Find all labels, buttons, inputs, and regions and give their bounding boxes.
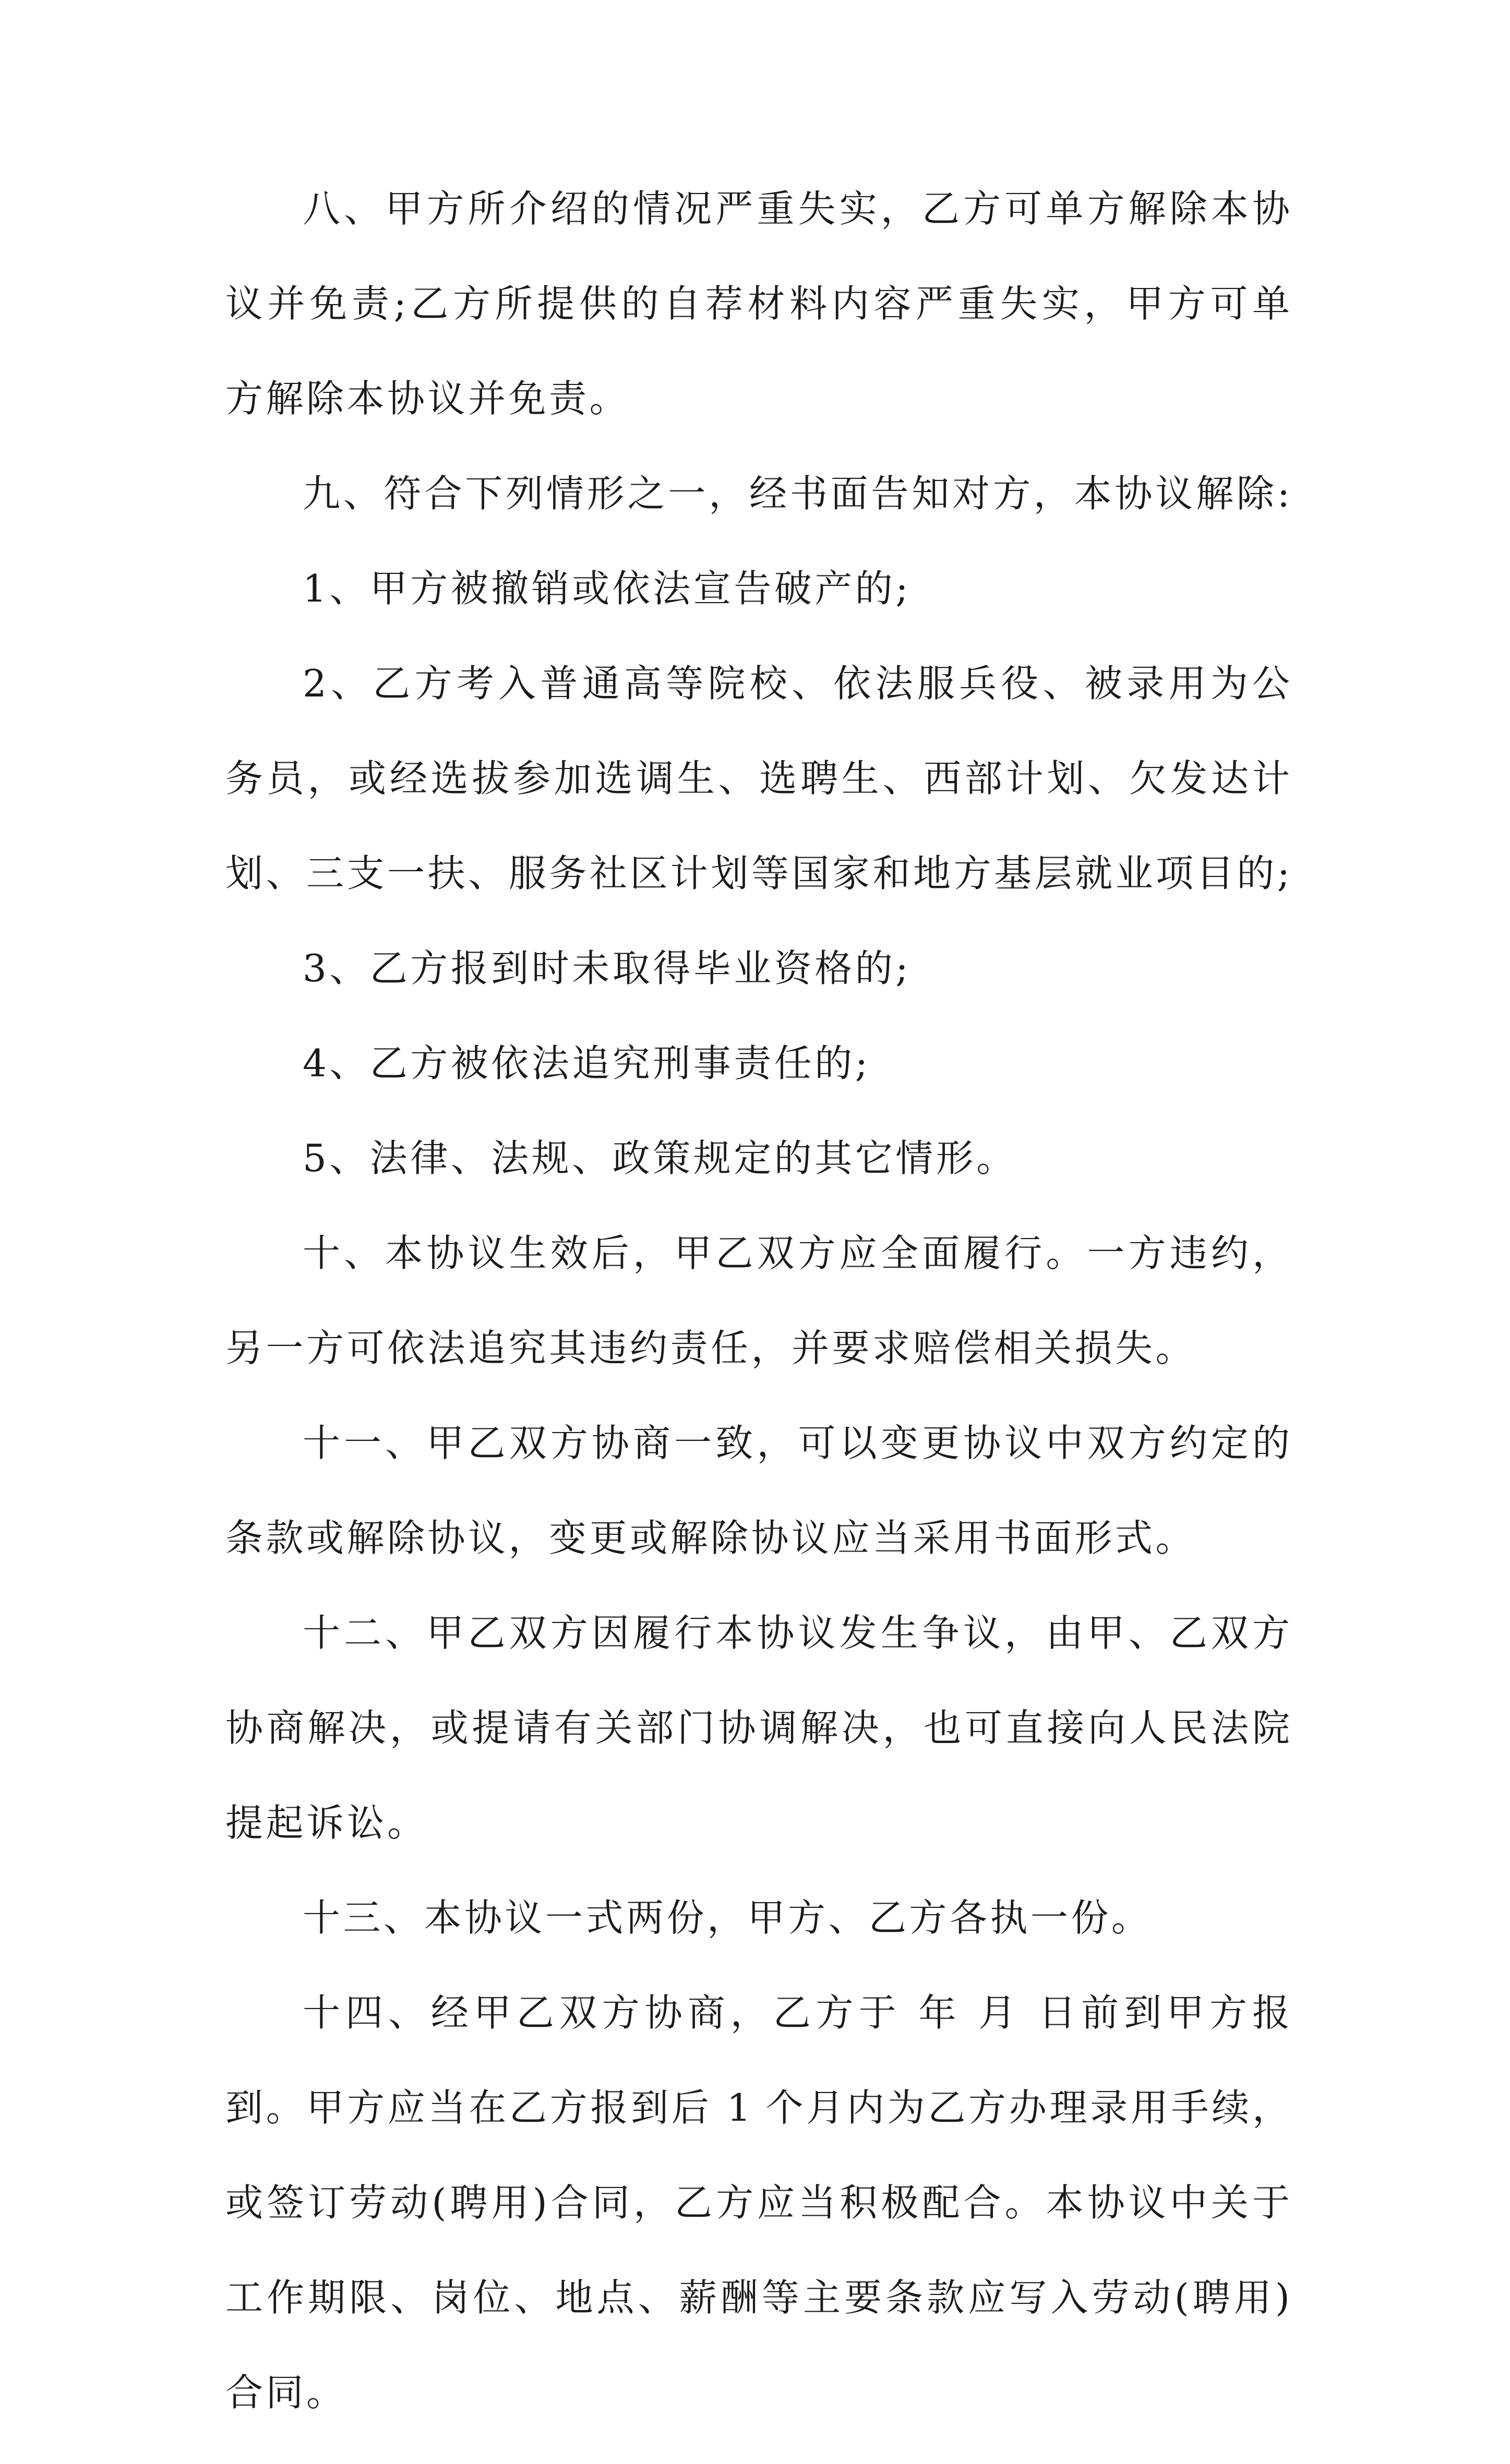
text-line: 条款或解除协议，变更或解除协议应当采用书面形式。 [225, 1516, 1196, 1560]
text-line: 划、三支一扶、服务社区计划等国家和地方基层就业项目的; [225, 851, 1290, 895]
text-line: 到。甲方应当在乙方报到后 1 个月内为乙方办理录用手续， [225, 2086, 1290, 2130]
text-line: 或签订劳动(聘用)合同，乙方应当积极配合。本协议中关于 [225, 2181, 1290, 2225]
text-line: 4、乙方被依法追究刑事责任的; [303, 1041, 871, 1085]
text-line: 合同。 [225, 2371, 347, 2414]
text-line: 3、乙方报到时未取得毕业资格的; [303, 946, 912, 990]
text-line: 5、法律、法规、政策规定的其它情形。 [303, 1136, 1017, 1180]
text-line: 工作期限、岗位、地点、薪酬等主要条款应写入劳动(聘用) [225, 2276, 1290, 2319]
text-line: 十三、本协议一式两份，甲方、乙方各执一份。 [303, 1896, 1152, 1940]
text-line: 十、本协议生效后，甲乙双方应全面履行。一方违约， [303, 1231, 1290, 1275]
text-line: 务员，或经选拔参加选调生、选聘生、西部计划、欠发达计 [225, 756, 1290, 800]
text-line: 提起诉讼。 [225, 1801, 428, 1845]
text-line: 十二、甲乙双方因履行本协议发生争议，由甲、乙双方 [303, 1611, 1290, 1655]
text-line: 议并免责;乙方所提供的自荐材料内容严重失实，甲方可单 [225, 282, 1290, 326]
text-line: 方解除本协议并免责。 [225, 377, 630, 420]
text-line: 1、甲方被撤销或依法宣告破产的; [303, 567, 912, 610]
text-line: 2、乙方考入普通高等院校、依法服兵役、被录用为公 [303, 662, 1290, 705]
text-line: 十一、甲乙双方协商一致，可以变更协议中双方约定的 [303, 1421, 1290, 1465]
text-line: 九、符合下列情形之一，经书面告知对方，本协议解除: [303, 472, 1290, 515]
text-line: 十四、经甲乙双方协商，乙方于 年 月 日前到甲方报 [303, 1991, 1290, 2035]
text-line: 协商解决，或提请有关部门协调解决，也可直接向人民法院 [225, 1706, 1290, 1750]
text-line: 另一方可依法追究其违约责任，并要求赔偿相关损失。 [225, 1326, 1196, 1370]
document-body [225, 185, 1290, 2464]
text-line: 八、甲方所介绍的情况严重失实，乙方可单方解除本协 [303, 187, 1290, 231]
